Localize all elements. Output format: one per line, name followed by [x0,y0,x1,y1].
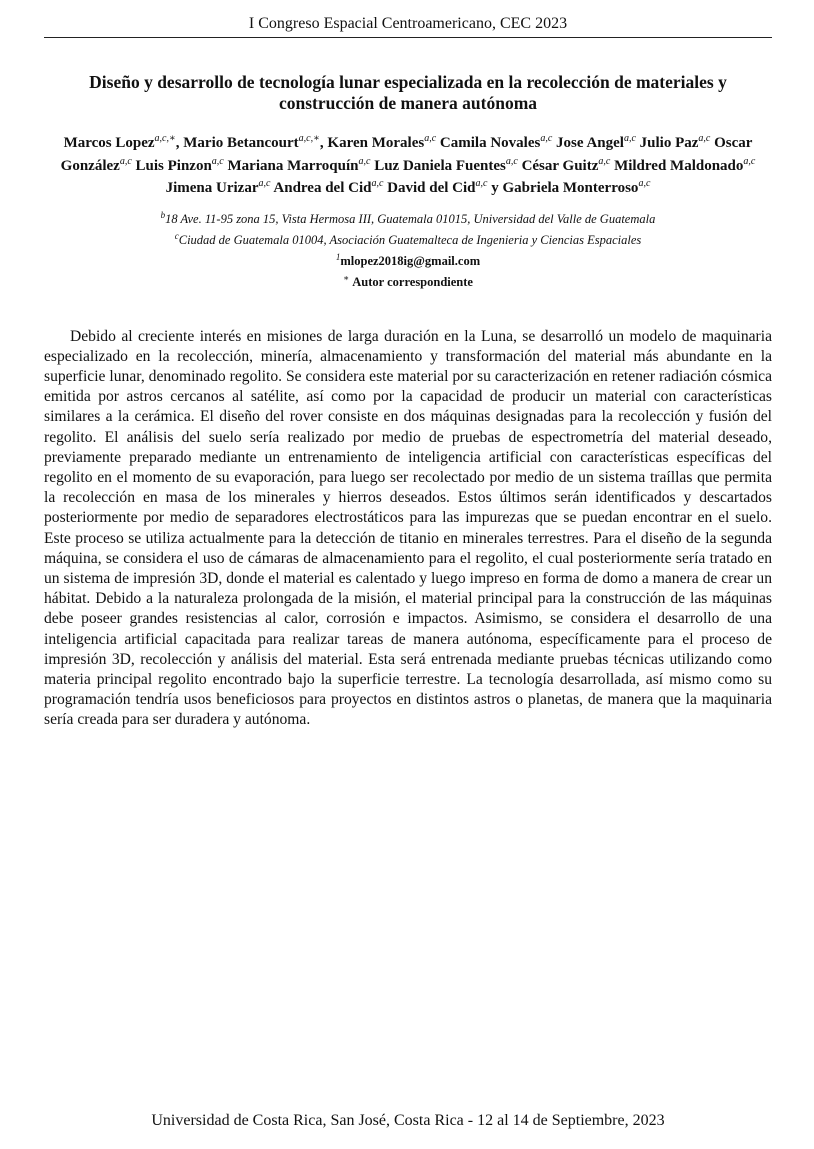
author-affiliation-mark: a,c [424,133,437,144]
author-affiliation-mark: a,c [371,178,384,189]
corresponding-text: Autor correspondiente [352,275,473,290]
author-name: Luz Daniela Fuentes [374,157,506,174]
contact-email [44,249,772,270]
author-name: Luis Pinzon [135,157,212,174]
author-name: Mildred Maldonado [614,157,744,174]
corresponding-note [44,270,772,291]
author-affiliation-mark: a,c,∗ [298,133,320,144]
author-name: Andrea del Cid [273,180,372,196]
paper-title: Diseño y desarrollo de tecnología lunar especializada en la recolección de materiales y construcción de manera autónoma [89,72,727,113]
affiliation-b-mark: b [160,210,166,220]
author-name: César Guitz [521,157,599,174]
author-name: Mario Betancourt [183,135,299,151]
abstract-paragraph: Debido al creciente interés en misiones de larga duración en la Luna, se desarrolló un modelo de maquinaria especializado en la recolección, minería, almacenamiento y transformación del material más abundante en la superficie lunar, denominado regolito. Se considera este material por su caracterización en retener radiación cósmica emitida por astros cercanos al satélite, así como por la capacidad de producir un material con características similares a la cerámica. El diseño del rover consiste en dos máquinas designadas para la recolección y fusión del regolito. El análisis del suelo sería realizado por medio de pruebas de espectrometría del material deseado, previamente preparado mediante un entrenamiento de inteligencia artificial con características específicas del regolito en el momento de su evaporación, para luego ser recolectado por medio de un sistema traíllas que permita la recolección en masa de los minerales y hierros deseados. Estos últimos serán identificados y descartados posteriormente por medio de separadores electrostáticos para las impurezas que se puedan encontrar en el suelo. Este proceso se utiliza actualmente para la detección de titanio en minerales terrestres. Para el diseño de la segunda máquina, se considera el uso de cámaras de almacenamiento para el regolito, el cual posteriormente sería tratado en un sistema de impresión 3D, donde el material es calentado y luego impreso en forma de domo a manera de crear un hábitat. Debido a la naturaleza prolongada de la misión, el material principal para la construcción de las máquinas debe poseer grandes resistencias al calor, corrosión e impactos. Asimismo, se considera el desarrollo de una inteligencia artificial capacitada para realizar tareas de manera autónoma, específicamente para el proceso de impresión 3D, recolección y análisis del material. Esta será entrenada mediante pruebas técnicas utilizando como materia principal regolito encontrado bajo la superficie terrestre. La tecnología desarrollada, así mismo como su programación tendría usos beneficiosos para proyectos en distintos astros o planetas, de manera que la maquinaria sería creada para ser duradera y autónoma. [44,327,772,729]
author-name: Camila Novales [439,135,541,151]
author-name: Marcos Lopez [63,135,155,151]
author-affiliation-mark: a,c [598,155,611,167]
author-name: Julio Paz [639,135,699,151]
affiliation-c-text: Ciudad de Guatemala 01004, Asociación Guatemalteca de Ingenieria y Ciencias Espaciales [178,233,642,248]
affiliation-b-text: 18 Ave. 11-95 zona 15, Vista Hermosa III, Guatemala 01015, Universidad del Valle de Guatemala [165,212,656,227]
author-name: Jimena Urizar [165,180,259,196]
author-affiliation-mark: a,c [638,178,651,189]
author-affiliation-mark: a,c [743,155,756,167]
email-mark: 1 [335,252,341,263]
author-affiliation-mark: a,c [119,155,132,167]
author-affiliation-mark: a,c [211,155,224,167]
affiliations [44,207,772,292]
email-address: mlopez2018ig@gmail.com [340,254,481,269]
author-name: Oscar González [60,135,753,174]
header-rule [44,37,772,38]
author-affiliation-mark: a,c [505,155,518,167]
author-name: Mariana Marroquín [227,157,359,174]
author-name: David del Cid [387,180,476,196]
running-footer: Universidad de Costa Rica, San José, Costa Rica - 12 al 14 de Septiembre, 2023 [151,1112,665,1129]
author-affiliation-mark: a,c [358,155,371,167]
author-separator: , [319,135,328,151]
author-name: Gabriela Monterroso [502,180,639,196]
running-header: I Congreso Espacial Centroamericano, CEC 2023 [248,15,568,32]
author-affiliation-mark: a,c [475,178,488,189]
author-affiliation-mark: a,c,∗ [154,133,176,144]
author-affiliation-mark: a,c [623,133,636,144]
author-separator: y [487,180,503,196]
author-affiliation-mark: a,c [698,133,711,144]
author-name: Jose Angel [556,135,624,151]
author-list [44,130,772,198]
affiliation-b [44,207,772,228]
affiliation-c [44,228,772,249]
author-affiliation-mark: a,c [258,178,271,189]
author-name: Karen Morales [327,135,425,151]
author-affiliation-mark: a,c [540,133,553,144]
corresponding-mark: ∗ [343,273,350,284]
affiliation-c-mark: c [174,231,179,242]
author-separator: , [175,135,184,151]
